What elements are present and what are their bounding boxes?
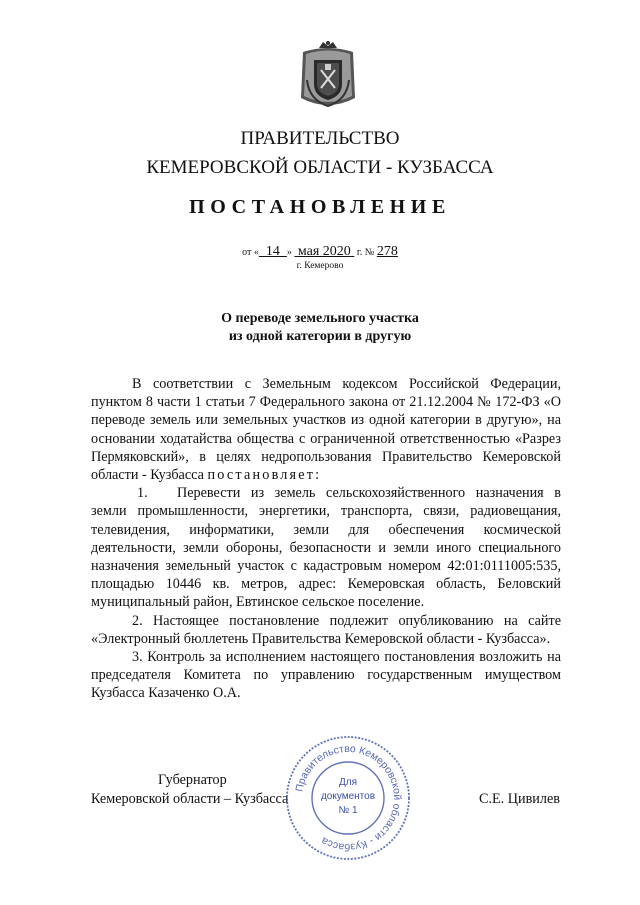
date-number-line bbox=[0, 244, 640, 261]
document-type-title: ПОСТАНОВЛЕНИЕ bbox=[189, 196, 451, 218]
subject-line2: из одной категории в другую bbox=[228, 329, 412, 344]
stamp-center-line2: документов bbox=[320, 791, 376, 802]
preamble-paragraph: В соответствии с Земельным кодексом Российской Федерации, пунктом 8 части 1 статьи 7 Федерального закона от 21.12.2004 № 172-ФЗ «О переводе земель или земельных участков из одной категории в другую», на основании ходатайства общества с ограниченной ответственностью «Разрез Пермяковский», в целях недропользования Правительство Кемеровской области - Кузбасса постановляет: bbox=[91, 376, 561, 484]
decree-word: постановляет: bbox=[207, 467, 322, 484]
city-label: г. Кемерово bbox=[296, 261, 344, 271]
date-day-close: » bbox=[286, 247, 292, 258]
stamp-ring-text: Правительство Кемеровской области - Кузбасса bbox=[293, 742, 404, 854]
date-prefix: от « bbox=[242, 247, 259, 258]
item-2-paragraph: 2. Настоящее постановление подлежит опубликованию на сайте «Электронный бюллетень Правительства Кемеровской области - Кузбасса». bbox=[91, 612, 561, 647]
item-1-number: 1. bbox=[137, 485, 148, 502]
official-stamp bbox=[283, 733, 413, 863]
stamp-center-line1: Для bbox=[338, 777, 358, 788]
subject-line1: О переводе земельного участка bbox=[221, 311, 419, 326]
coat-of-arms-icon bbox=[297, 40, 359, 112]
date-year-suffix: г. bbox=[356, 247, 363, 258]
government-name-line1: ПРАВИТЕЛЬСТВО bbox=[240, 128, 400, 149]
date-day: 14 bbox=[265, 244, 280, 259]
government-name-line2: КЕМЕРОВСКОЙ ОБЛАСТИ - КУЗБАССА bbox=[146, 157, 494, 178]
signatory-title-line1: Губернатор bbox=[158, 772, 227, 788]
document-subject bbox=[0, 310, 640, 346]
item-1-paragraph: 1. Перевести из земель сельскохозяйственного назначения в земли промышленности, энергетики, транспорта, связи, радиовещания, телевидения, информатики, земли для обеспечения космической деятельности, земли обороны, безопасности и земли иного специального назначения земельный участок с кадастровым номером 42:01:0111005:535, площадью 10446 кв. метров, адрес: Кемеровская область, Беловский муниципальный район, Евтинское сельское поселение. bbox=[91, 485, 561, 611]
stamp-center-line3: № 1 bbox=[338, 805, 358, 816]
signatory-title-line2: Кемеровской области – Кузбасса bbox=[91, 791, 289, 807]
date-month-year: мая 2020 bbox=[297, 244, 351, 259]
document-number: 278 bbox=[376, 244, 398, 259]
number-sign: № bbox=[364, 247, 375, 258]
signatory-name: С.Е. Цивилев bbox=[479, 791, 560, 807]
item-3-paragraph: 3. Контроль за исполнением настоящего постановления возложить на председателя Комитета по управлению государственным имуществом Кузбасса Казаченко О.А. bbox=[91, 649, 561, 702]
document-body bbox=[91, 375, 561, 703]
